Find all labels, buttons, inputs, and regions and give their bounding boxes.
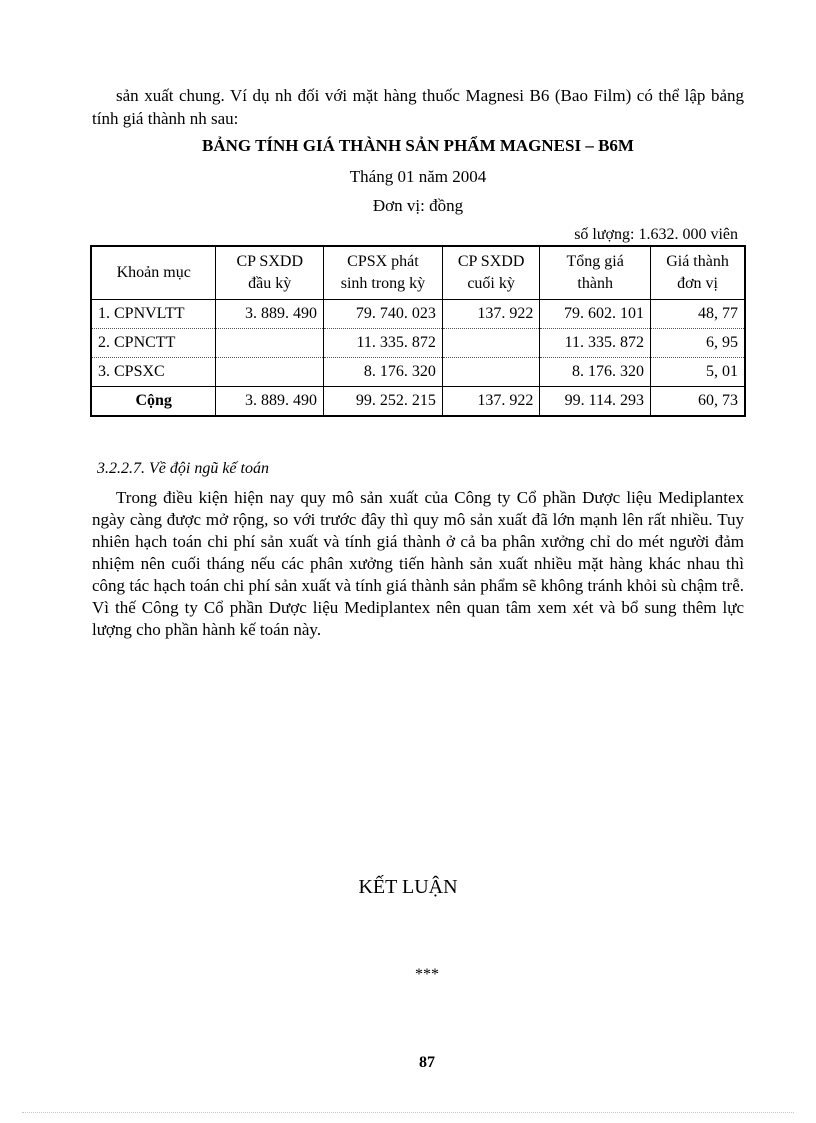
header-cell: CP SXDD đầu kỳ	[216, 246, 324, 300]
table-cell: 6, 95	[651, 329, 745, 358]
table-cell: 79. 602. 101	[540, 300, 651, 329]
table-cell: 8. 176. 320	[540, 358, 651, 387]
table-cell: 8. 176. 320	[324, 358, 443, 387]
table-cell: 99. 114. 293	[540, 387, 651, 417]
table-cell: 60, 73	[651, 387, 745, 417]
table-cell	[442, 329, 539, 358]
table-cell	[216, 358, 324, 387]
page-number: 87	[419, 1054, 435, 1071]
table-cell	[442, 358, 539, 387]
table-cell: 99. 252. 215	[324, 387, 443, 417]
header-cell: Tổng giá thành	[540, 246, 651, 300]
table-cell: 3. 889. 490	[216, 387, 324, 417]
table-header-row	[91, 246, 745, 300]
table-row	[91, 358, 745, 387]
header-cell: Giá thành đơn vị	[651, 246, 745, 300]
intro-paragraph: sản xuất chung. Ví dụ nh đối với mặt hàng thuốc Magnesi B6 (Bao Film) có thể lập bảng tính giá thành nh sau:	[92, 86, 744, 128]
table-cell	[216, 329, 324, 358]
row-label: 2. CPNCTT	[91, 329, 216, 358]
table-cell: 5, 01	[651, 358, 745, 387]
table-title: BẢNG TÍNH GIÁ THÀNH SẢN PHẨM MAGNESI – B6M	[202, 136, 634, 155]
table-total-row	[91, 387, 745, 417]
header-cell: Khoản mục	[91, 246, 216, 300]
table-row	[91, 300, 745, 329]
table-row	[91, 329, 745, 358]
table-cell: 137. 922	[442, 387, 539, 417]
total-label: Cộng	[91, 387, 216, 417]
table-cell: 137. 922	[442, 300, 539, 329]
quantity-label: số lượng: 1.632. 000 viên	[574, 226, 738, 243]
table-subtitle: Tháng 01 năm 2004	[349, 167, 487, 186]
conclusion-heading: KẾT LUẬN	[358, 876, 458, 898]
row-label: 1. CPNVLTT	[91, 300, 216, 329]
row-label: 3. CPSXC	[91, 358, 216, 387]
body-paragraph: Trong điều kiện hiện nay quy mô sản xuất của Công ty Cổ phần Dược liệu Mediplantex ngày càng được mở rộng, so với trước đây thì quy mô sản xuất đã lớn mạnh lên rất nhiều. Tuy nhiên hạch toán chi phí sản xuất và tính giá thành ở cả ba phân xưởng chỉ do mét người đảm nhiệm nên cuối tháng nếu các phân xưởng tiến hành sản xuất nhiều mặt hàng khác nhau thì công tác hạch toán chi phí sản xuất và tính giá thành sản phẩm sẽ không tránh khỏi sù chậm trễ. Vì thế Công ty Cổ phần Dược liệu Mediplantex nên quan tâm xem xét và bổ sung thêm lực lượng cho phần hành kế toán này.	[92, 488, 744, 639]
footer-divider	[22, 1112, 794, 1113]
intro-text	[92, 84, 744, 130]
header-cell: CPSX phát sinh trong kỳ	[324, 246, 443, 300]
cost-table	[90, 245, 746, 417]
table-cell: 48, 77	[651, 300, 745, 329]
table-cell: 11. 335. 872	[324, 329, 443, 358]
section-heading: 3.2.2.7. Về đội ngũ kế toán	[97, 460, 269, 477]
separator-stars: ***	[415, 966, 439, 983]
table-cell: 79. 740. 023	[324, 300, 443, 329]
table-cell: 11. 335. 872	[540, 329, 651, 358]
unit-label: Đơn vị: đồng	[372, 196, 464, 215]
body-text	[92, 487, 744, 641]
header-cell: CP SXDD cuối kỳ	[442, 246, 539, 300]
table-cell: 3. 889. 490	[216, 300, 324, 329]
